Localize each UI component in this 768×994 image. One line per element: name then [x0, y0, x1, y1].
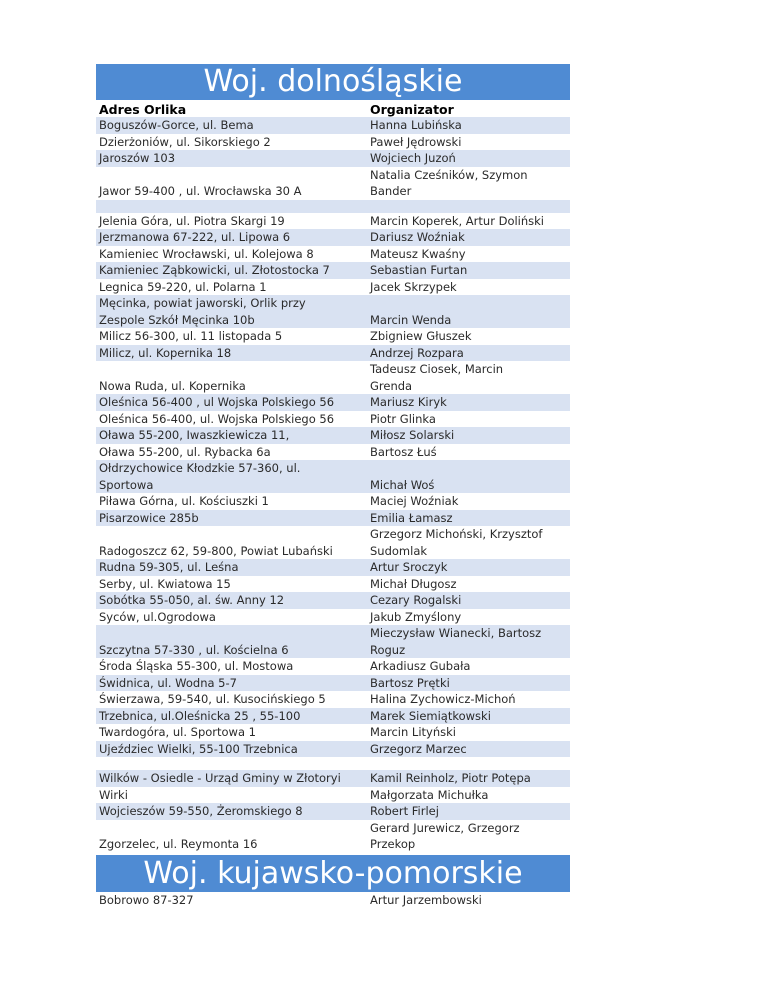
address-text: Wirki [99, 787, 128, 802]
address-cell [96, 394, 366, 411]
organizer-cell [366, 691, 570, 708]
organizer-text: Wojciech Juzoń [370, 151, 456, 165]
table-row [96, 246, 570, 263]
address-cell [96, 345, 366, 362]
address-cell [96, 167, 366, 200]
table-row [96, 295, 570, 328]
table-body-dolnoslaskie [96, 117, 570, 853]
address-cell [96, 803, 366, 820]
address-text: Ujeździec Wielki, 55-100 Trzebnica [99, 741, 298, 756]
organizer-text: Bartosz Łuś [370, 444, 437, 459]
address-cell [96, 246, 366, 263]
table-row [96, 444, 570, 461]
address-cell [96, 295, 366, 328]
address-cell [96, 770, 366, 787]
address-cell [96, 559, 366, 576]
table-row [96, 328, 570, 345]
organizer-cell [366, 675, 570, 692]
table-row [96, 803, 570, 820]
address-text: Pisarzowice 285b [99, 510, 199, 525]
organizer-cell [366, 510, 570, 527]
organizer-cell [366, 246, 570, 263]
organizer-cell [366, 770, 570, 787]
address-text: Wojcieszów 59-550, Żeromskiego 8 [99, 804, 303, 818]
table-row [96, 411, 570, 428]
organizer-cell [366, 526, 570, 559]
table-row [96, 493, 570, 510]
address-text: Męcinka, powiat jaworski, Orlik przy Zespole Szkół Męcinka 10b [99, 296, 306, 327]
address-cell [96, 150, 366, 167]
address-text: Piława Górna, ul. Kościuszki 1 [99, 494, 269, 508]
organizer-text: Michał Woś [370, 477, 435, 492]
organizer-text: Mieczysław Wianecki, Bartosz Roguz [370, 626, 542, 657]
address-cell [96, 200, 366, 213]
organizer-text: Piotr Glinka [370, 411, 436, 426]
organizer-text: Michał Długosz [370, 576, 457, 591]
organizer-cell [366, 279, 570, 296]
address-text: Świerzawa, 59-540, ul. Kusocińskiego 5 [99, 692, 326, 706]
address-text: Wilków - Osiedle - Urząd Gminy w Złotoryi [99, 771, 341, 785]
organizer-cell [366, 134, 570, 151]
organizer-cell [366, 803, 570, 820]
table-row [96, 167, 570, 200]
table-row [96, 708, 570, 725]
organizer-text: Artur Jarzembowski [370, 892, 482, 907]
organizer-cell [366, 787, 570, 804]
address-cell [96, 279, 366, 296]
organizer-text: Marcin Koperek, Artur Doliński [370, 213, 544, 228]
address-cell [96, 592, 366, 609]
table-row [96, 134, 570, 151]
organizer-text: Mariusz Kiryk [370, 395, 447, 409]
table-row [96, 770, 570, 787]
organizer-cell [366, 411, 570, 428]
address-cell [96, 625, 366, 658]
address-text: Bobrowo 87-327 [99, 892, 194, 907]
organizer-cell [366, 460, 570, 493]
section-title-dolnoslaskie: Woj. dolnośląskie [96, 64, 570, 100]
table-row [96, 510, 570, 527]
column-header-organizer: Organizator [370, 102, 454, 117]
address-text: Trzebnica, ul.Oleśnicka 25 , 55-100 [99, 708, 301, 723]
organizer-text: Jacek Skrzypek [370, 279, 457, 294]
address-text: Oleśnica 56-400 , ul Wojska Polskiego 56 [99, 395, 335, 409]
organizer-text: Maciej Woźniak [370, 494, 459, 508]
organizer-cell [366, 741, 570, 758]
address-cell [96, 741, 366, 758]
organizer-cell [366, 200, 570, 213]
organizer-cell [366, 117, 570, 134]
table-row [96, 592, 570, 609]
organizer-text: Zbigniew Głuszek [370, 329, 472, 343]
table-row [96, 427, 570, 444]
address-text: Nowa Ruda, ul. Kopernika [99, 378, 246, 393]
table-row [96, 150, 570, 167]
address-cell [96, 361, 366, 394]
address-cell [96, 526, 366, 559]
organizer-text: Marek Siemiątkowski [370, 708, 491, 723]
address-text: Twardogóra, ul. Sportowa 1 [99, 725, 256, 739]
address-text: Zgorzelec, ul. Reymonta 16 [99, 837, 258, 851]
table-row [96, 675, 570, 692]
address-text: Oława 55-200, ul. Rybacka 6a [99, 444, 271, 459]
organizer-cell [366, 394, 570, 411]
organizer-cell [366, 361, 570, 394]
organizer-cell [366, 559, 570, 576]
organizer-text: Paweł Jędrowski [370, 134, 462, 149]
organizer-cell [366, 167, 570, 200]
organizer-cell [366, 328, 570, 345]
table-row [96, 625, 570, 658]
address-text: Kamieniec Ząbkowicki, ul. Złotostocka 7 [99, 263, 330, 277]
table-row [96, 559, 570, 576]
organizer-cell [366, 213, 570, 230]
table-row [96, 262, 570, 279]
address-cell [96, 724, 366, 741]
organizer-cell [366, 444, 570, 461]
address-text: Radogoszcz 62, 59-800, Powiat Lubański [99, 543, 333, 558]
address-text: Jawor 59-400 , ul. Wrocławska 30 A [99, 184, 302, 198]
address-cell [96, 328, 366, 345]
organizer-cell [366, 625, 570, 658]
table-row [96, 460, 570, 493]
organizer-text: Marcin Wenda [370, 312, 452, 327]
organizer-text: Gerard Jurewicz, Grzegorz Przekop [370, 820, 520, 851]
organizer-cell [366, 658, 570, 675]
address-cell [96, 708, 366, 725]
organizer-text: Bartosz Prętki [370, 675, 450, 690]
table-row [96, 892, 570, 909]
address-cell [96, 609, 366, 626]
address-cell [96, 427, 366, 444]
address-cell [96, 493, 366, 510]
organizer-cell [366, 724, 570, 741]
address-cell [96, 262, 366, 279]
address-text: Jelenia Góra, ul. Piotra Skargi 19 [99, 213, 285, 228]
address-cell [96, 757, 366, 770]
table-row [96, 691, 570, 708]
organizer-text: Miłosz Solarski [370, 428, 455, 442]
table-row [96, 741, 570, 758]
table-row [96, 658, 570, 675]
organizer-cell [366, 609, 570, 626]
table-row [96, 361, 570, 394]
address-text: Kamieniec Wrocławski, ul. Kolejowa 8 [99, 246, 314, 261]
address-text: Oleśnica 56-400, ul. Wojska Polskiego 56 [99, 411, 335, 426]
address-text: Jerzmanowa 67-222, ul. Lipowa 6 [99, 230, 291, 244]
address-cell [96, 229, 366, 246]
organizer-text: Robert Firlej [370, 804, 439, 818]
organizer-text: Cezary Rogalski [370, 593, 462, 607]
table-row [96, 279, 570, 296]
organizer-text: Małgorzata Michułka [370, 787, 489, 802]
address-cell [96, 411, 366, 428]
organizer-cell [366, 592, 570, 609]
organizer-text: Andrzej Rozpara [370, 345, 464, 360]
table-row [96, 787, 570, 804]
organizer-cell [366, 892, 570, 909]
address-text: Szczytna 57-330 , ul. Kościelna 6 [99, 642, 289, 657]
address-text: Ołdrzychowice Kłodzkie 57-360, ul. Sportowa [99, 461, 301, 492]
table-header [96, 100, 570, 117]
organizer-text: Halina Zychowicz-Michoń [370, 692, 516, 706]
organizer-cell [366, 757, 570, 770]
address-text: Dzierżoniów, ul. Sikorskiego 2 [99, 134, 271, 149]
table-row [96, 117, 570, 134]
address-cell [96, 460, 366, 493]
organizer-cell [366, 427, 570, 444]
address-cell [96, 213, 366, 230]
address-text: Jaroszów 103 [99, 151, 176, 165]
address-text: Serby, ul. Kwiatowa 15 [99, 576, 231, 591]
column-header-address: Adres Orlika [99, 102, 187, 117]
organizer-text: Sebastian Furtan [370, 263, 468, 277]
address-cell [96, 658, 366, 675]
address-text: Środa Śląska 55-300, ul. Mostowa [99, 659, 294, 673]
address-text: Oława 55-200, Iwaszkiewicza 11, [99, 428, 290, 442]
organizer-text: Jakub Zmyślony [370, 609, 462, 624]
table-row [96, 576, 570, 593]
address-text: Milicz 56-300, ul. 11 listopada 5 [99, 329, 283, 343]
table-row [96, 609, 570, 626]
organizer-text: Arkadiusz Gubała [370, 659, 471, 673]
organizer-cell [366, 576, 570, 593]
organizer-text: Emilia Łamasz [370, 510, 453, 525]
address-cell [96, 675, 366, 692]
organizer-cell [366, 229, 570, 246]
address-cell [96, 117, 366, 134]
table-row [96, 724, 570, 741]
address-cell [96, 820, 366, 853]
organizer-text: Kamil Reinholz, Piotr Potępa [370, 771, 531, 785]
organizer-text: Dariusz Woźniak [370, 230, 465, 244]
section-title-kujawsko-pomorskie: Woj. kujawsko-pomorskie [96, 855, 570, 892]
table-row [96, 526, 570, 559]
address-cell [96, 576, 366, 593]
address-cell [96, 787, 366, 804]
organizer-cell [366, 493, 570, 510]
organizer-cell [366, 262, 570, 279]
organizer-text: Grzegorz Marzec [370, 741, 467, 756]
organizer-text: Hanna Lubińska [370, 118, 462, 132]
table-row [96, 757, 570, 770]
address-cell [96, 134, 366, 151]
organizer-text: Mateusz Kwaśny [370, 246, 466, 261]
table-body-kujawsko-pomorskie [96, 892, 570, 909]
address-cell [96, 444, 366, 461]
address-text: Milicz, ul. Kopernika 18 [99, 345, 232, 360]
address-cell [96, 892, 366, 909]
address-cell [96, 510, 366, 527]
organizer-cell [366, 820, 570, 853]
table-row [96, 394, 570, 411]
organizer-text: Natalia Cześników, Szymon Bander [370, 167, 528, 198]
address-text: Syców, ul.Ogrodowa [99, 609, 216, 624]
organizer-cell [366, 295, 570, 328]
table-row [96, 200, 570, 213]
organizer-cell [366, 150, 570, 167]
organizer-text: Tadeusz Ciosek, Marcin Grenda [370, 362, 504, 393]
table-row [96, 345, 570, 362]
organizer-cell [366, 345, 570, 362]
organizer-text: Marcin Lityński [370, 725, 456, 739]
organizer-text: Artur Sroczyk [370, 560, 448, 574]
address-cell [96, 691, 366, 708]
organizer-cell [366, 708, 570, 725]
document-page [96, 64, 570, 908]
address-text: Legnica 59-220, ul. Polarna 1 [99, 279, 267, 294]
table-row [96, 229, 570, 246]
table-row [96, 213, 570, 230]
organizer-text: Grzegorz Michoński, Krzysztof Sudomlak [370, 527, 543, 558]
address-text: Sobótka 55-050, al. św. Anny 12 [99, 593, 285, 607]
address-text: Boguszów-Gorce, ul. Bema [99, 118, 254, 132]
table-row [96, 820, 570, 853]
address-text: Świdnica, ul. Wodna 5-7 [99, 675, 237, 690]
address-text: Rudna 59-305, ul. Leśna [99, 560, 239, 574]
